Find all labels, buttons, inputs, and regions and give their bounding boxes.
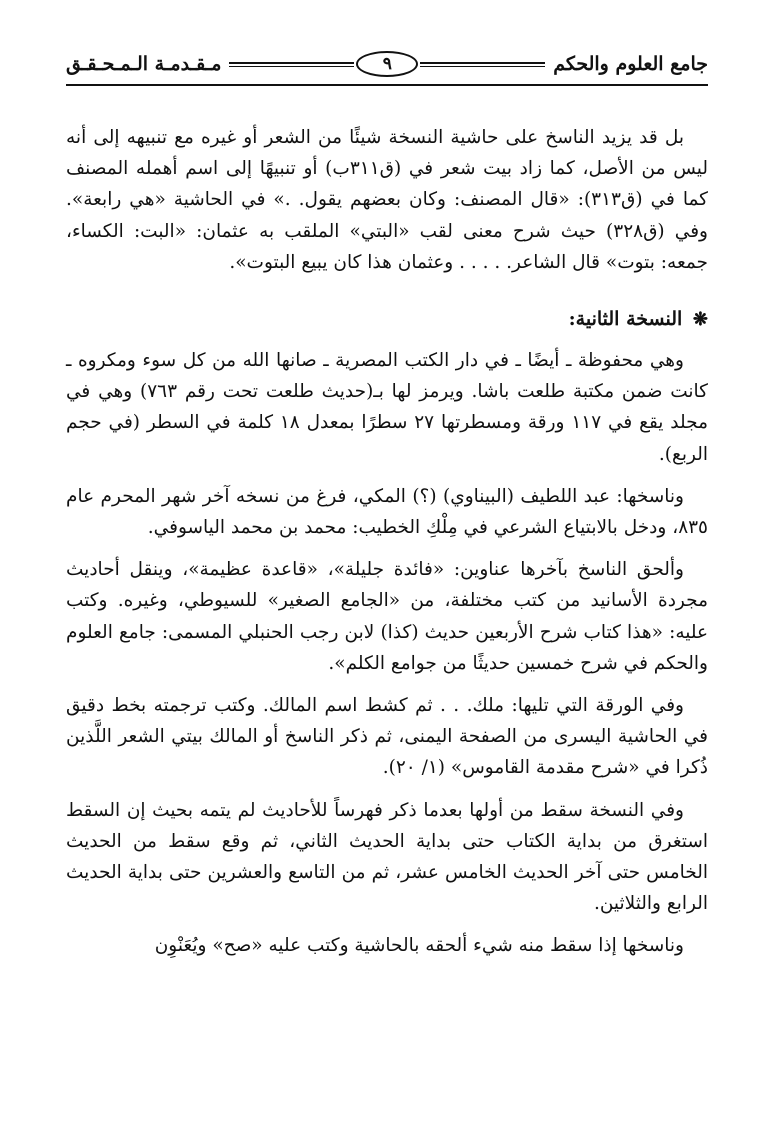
body-text [66,122,708,962]
paragraph-following-leaf: وفي الورقة التي تليها: ملك. . . ثم كشط اسم المالك. وكتب ترجمته بخط دقيق في الحاشية اليسرى من الصفحة اليمنى، ثم ذكر الناسخ أو المالك بيتي الشعر اللَّذين ذُكرا في «شرح مقدمة القاموس» (١/ ٢٠). [66,695,708,779]
paragraph-copyist: وناسخها: عبد اللطيف (البيناوي) (؟) المكي، فرغ من نسخه آخر شهر المحرم عام ٨٣٥، ودخل بالابتياع الشرعي في مِلْكِ الخطيب: محمد بن محمد الياسوفي. [66,485,708,539]
paragraph-location: وهي محفوظة ـ أيضًا ـ في دار الكتب المصرية ـ صانها الله من كل سوء ومكروه ـ كانت ضمن مكتبة طلعت باشا. ويرمز لها بـ(حديث طلعت تحت رقم ٧٦٣) وهي في مجلد يقع في ١١٧ ورقة ومسطرتها ٢٧ سطرًا بمعدل ١٨ كلمة في السطر (في حجم الربع). [66,350,708,465]
running-header [66,44,708,86]
asterisk-icon: ❋ [692,309,708,331]
header-ornament [221,51,553,77]
header-rule-right [420,62,545,67]
header-rule-left [229,62,354,67]
page-number: ٩ [356,51,418,77]
paragraph-margin-notes: بل قد يزيد الناسخ على حاشية النسخة شيئًا من الشعر أو غيره مع تنبيهه إلى أنه ليس من الأصل، كما زاد بيت شعر في (ق٣١١ب) أو تنبيهًا إلى اسم أهمله المصنف كما في (ق٣١٣): «قال المصنف: وكان بعضهم يقول. .» في الحاشية «هي رابعة». وفي (ق٣٢٨) حيث شرح معنى لقب «البتي» الملقب به عثمان: «البت: الكساء، جمعه: بتوت» قال الشاعر. . . . . وعثمان هذا كان يبيع البتوت». [66,127,708,273]
paragraph-lacunae: وفي النسخة سقط من أولها بعدما ذكر فهرساً للأحاديث لم يتمه بحيث إن السقط استغرق من بداية الكتاب حتى بداية الحديث الثاني، ثم وقع سقط من الحديث الخامس حتى آخر الحديث الخامس عشر، ثم من التاسع والعشرين حتى بداية الحديث الرابع والثلاثين. [66,799,708,915]
header-section-title: مـقـدمـة الـمـحـقـق [66,53,222,75]
paragraph-corrections: وناسخها إذا سقط منه شيء ألحقه بالحاشية وكتب عليه «صح» ويُعَنْوِن [154,935,684,957]
document-page [66,44,708,973]
section-heading-text: النسخة الثانية: [568,308,683,331]
paragraph-appendix: وألحق الناسخ بآخرها عناوين: «فائدة جليلة»، «قاعدة عظيمة»، وينقل أحاديث مجردة الأسانيد من كتب مختلفة، من «الجامع الصغير» للسيوطي، وغيره. وكتب عليه: «هذا كتاب شرح الأربعين حديث (كذا) لابن رجب الحنبلي المسمى: جامع العلوم والحكم في شرح خمسين حديثًا من جوامع الكلم». [66,559,708,674]
section-heading [66,304,708,335]
header-book-title: جامع العلوم والحكم [553,53,708,75]
